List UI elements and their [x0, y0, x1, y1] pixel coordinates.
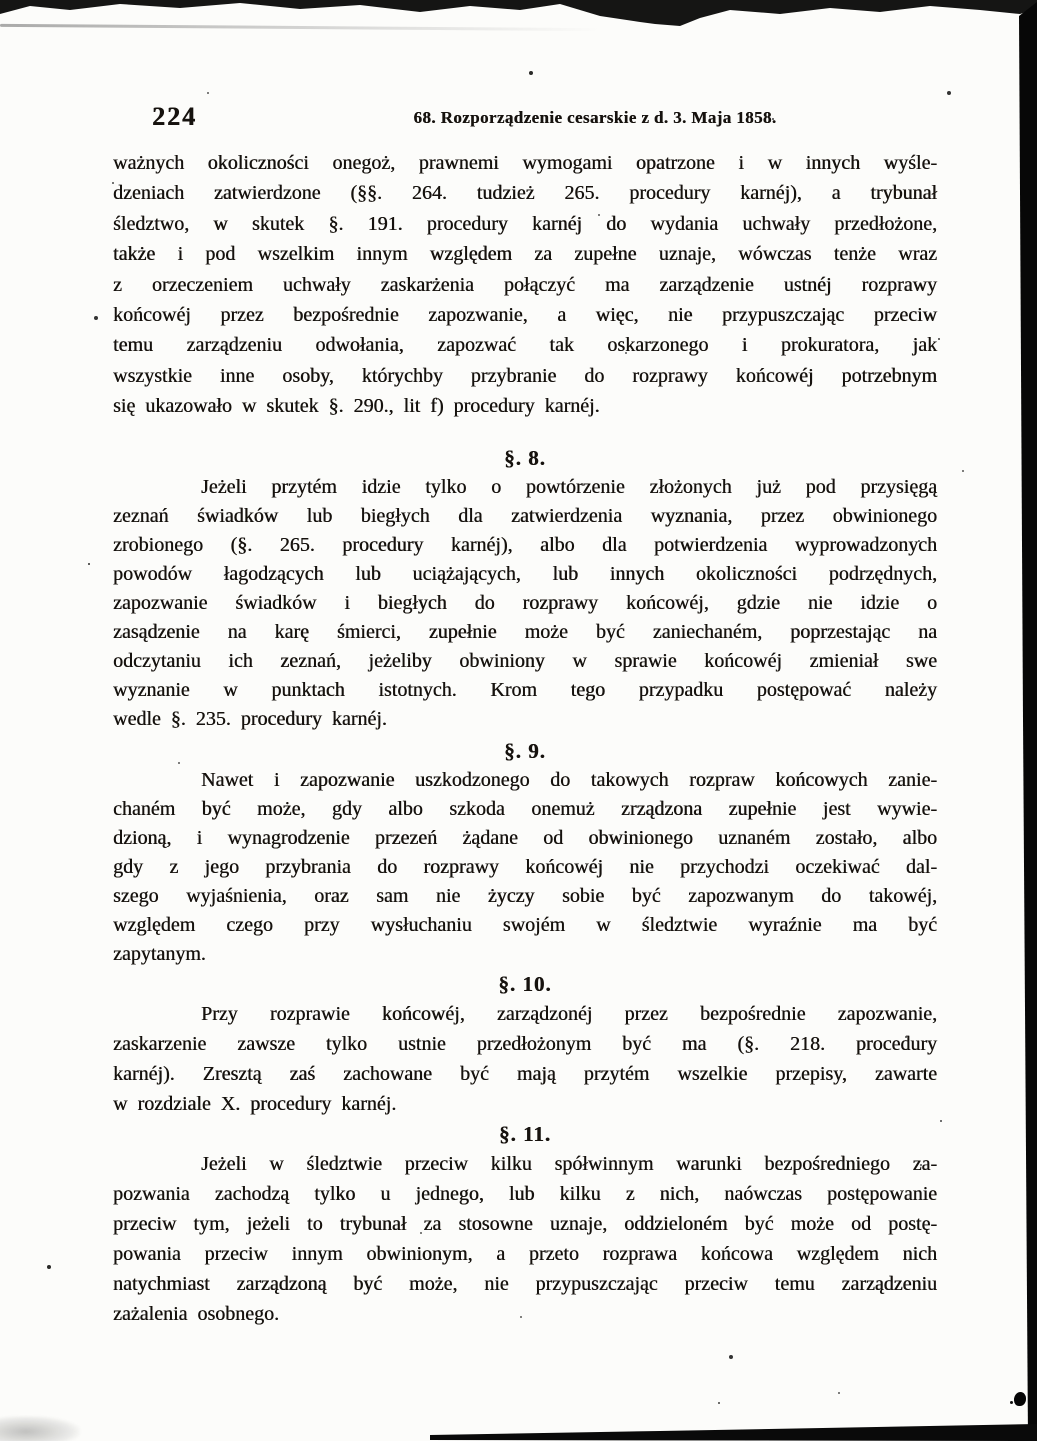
- text-line: zapytanym.: [113, 942, 206, 965]
- paragraph-section-10: [113, 999, 937, 1119]
- text-line: zeznań świadków lub biegłych dla zatwierdzenia wyznania, przez obwinionego: [113, 504, 937, 527]
- text-line: gdy z jego przybrania do rozprawy końcowéj nie przychodzi oczekiwać dal-: [113, 855, 937, 878]
- text-line: zasądzenie na karę śmierci, zupełnie może być zaniechaném, poprzestając na: [113, 620, 937, 643]
- text-line: szego wyjaśnienia, oraz sam nie życzy sobie być zapozwanym do takowéj,: [113, 884, 937, 907]
- text-line: Przy rozprawie końcowéj, zarządzonéj przez bezpośrednie zapozwanie,: [201, 1002, 937, 1025]
- text-line: temu zarządzeniu odwołania, zapozwać tak oskarzonego i prokuratora, jak: [113, 334, 937, 357]
- paper-specks: [0, 0, 2, 2]
- text-line: zaskarzenie zawsze tylko ustnie przedłożonym być ma (§. 218. procedury: [113, 1032, 937, 1055]
- text-line: pozwania zachodzą tylko u jednego, lub kilku z nich, naówczas postępowanie: [113, 1182, 937, 1205]
- text-line: Nawet i zapozwanie uszkodzonego do takowych rozpraw końcowych zanie-: [201, 768, 937, 791]
- section-heading-11: §. 11.: [498, 1121, 552, 1146]
- text-line: odczytaniu ich zeznań, jeżeliby obwiniony w sprawie końcowéj zmieniał swe: [113, 649, 937, 672]
- text-line: wszystkie inne osoby, którychby przybranie do rozprawy końcowéj potrzebnym: [113, 364, 937, 387]
- text-line: karnéj). Zresztą zaś zachowane być mają przytém wszelkie przepisy, zawarte: [113, 1062, 937, 1085]
- document-body: [113, 148, 937, 1329]
- scan-smudge-bottom-left: [0, 1416, 80, 1441]
- running-header: 68. Rozporządzenie cesarskie z d. 3. Maja 1858.: [413, 108, 777, 127]
- text-line: dzeniach zatwierdzone (§§. 264. tudzież 265. procedury karnéj), a trybunał: [113, 182, 937, 205]
- section-heading-10: §. 10.: [498, 971, 552, 996]
- text-line: z orzeczeniem uchwały zaskarżenia połączyć ma zarządzenie ustnéj rozprawy: [113, 273, 937, 296]
- text-line: powania przeciw innym obwinionym, a przeto rozprawa końcowa względem nich: [113, 1242, 937, 1265]
- text-line: natychmiast zarządzoną być może, nie przypuszczając przeciw temu zarządzeniu: [113, 1272, 937, 1295]
- ink-blot: [1014, 1392, 1026, 1406]
- text-line: Jeżeli w śledztwie przeciw kilku spółwinnym warunki bezpośredniego za-: [201, 1152, 937, 1175]
- scan-smear-artifact: [0, 24, 600, 31]
- text-line: powodów łagodzących lub uciążających, lub innych okoliczności podrzędnych,: [113, 562, 937, 585]
- text-line: końcowéj przez bezpośrednie zapozwanie, a więc, nie przypuszczając przeciw: [113, 304, 937, 327]
- text-line: wedle §. 235. procedury karnéj.: [113, 707, 387, 730]
- text-line: zapozwanie świadków i biegłych do rozprawy końcowéj, gdzie nie idzie o: [113, 591, 937, 614]
- paragraph-continuation: [113, 148, 937, 422]
- text-line: zrobionego (§. 265. procedury karnéj), albo dla potwierdzenia wyprowadzonych: [113, 533, 937, 556]
- text-line: się ukazowało w skutek §. 290., lit f) procedury karnéj.: [113, 395, 600, 418]
- text-line: chaném być może, gdy albo szkoda onemuż zrządzona zupełnie jest wywie-: [113, 797, 937, 820]
- text-line: wyznanie w punktach istotnych. Krom tego przypadku postępować należy: [113, 678, 937, 701]
- paragraph-section-11: [113, 1149, 937, 1329]
- page-number: 224: [152, 102, 197, 131]
- text-line: w rozdziale X. procedury karnéj.: [113, 1092, 397, 1115]
- section-heading-8: §. 8.: [504, 445, 546, 470]
- text-line: dzioną, i wynagrodzenie przezeń żądane od obwinionego uznaném zostało, albo: [113, 826, 937, 849]
- text-line: ważnych okoliczności onegoż, prawnemi wymogami opatrzone i w innych wyśle-: [113, 152, 937, 174]
- paragraph-section-8: [113, 473, 937, 734]
- text-line: zażalenia osobnego.: [113, 1302, 280, 1325]
- text-line: także i pod wszelkim innym względem za zupełne uznaje, wówczas tenże wraz: [113, 243, 937, 266]
- page-header-row: [0, 102, 1037, 136]
- section-heading-9: §. 9.: [504, 738, 546, 763]
- paragraph-section-9: [113, 766, 937, 969]
- text-line: względem czego przy wysłuchaniu swojém w śledztwie wyraźnie ma być: [113, 913, 937, 936]
- text-line: Jeżeli przytém idzie tylko o powtórzenie złożonych już pod przysięgą: [201, 475, 937, 498]
- text-line: śledztwo, w skutek §. 191. procedury karnéj do wydania uchwały przedłożone,: [113, 212, 937, 235]
- text-line: przeciw tym, jeżeli to trybunał za stosowne uznaje, oddzieloném być może od postę-: [113, 1212, 937, 1235]
